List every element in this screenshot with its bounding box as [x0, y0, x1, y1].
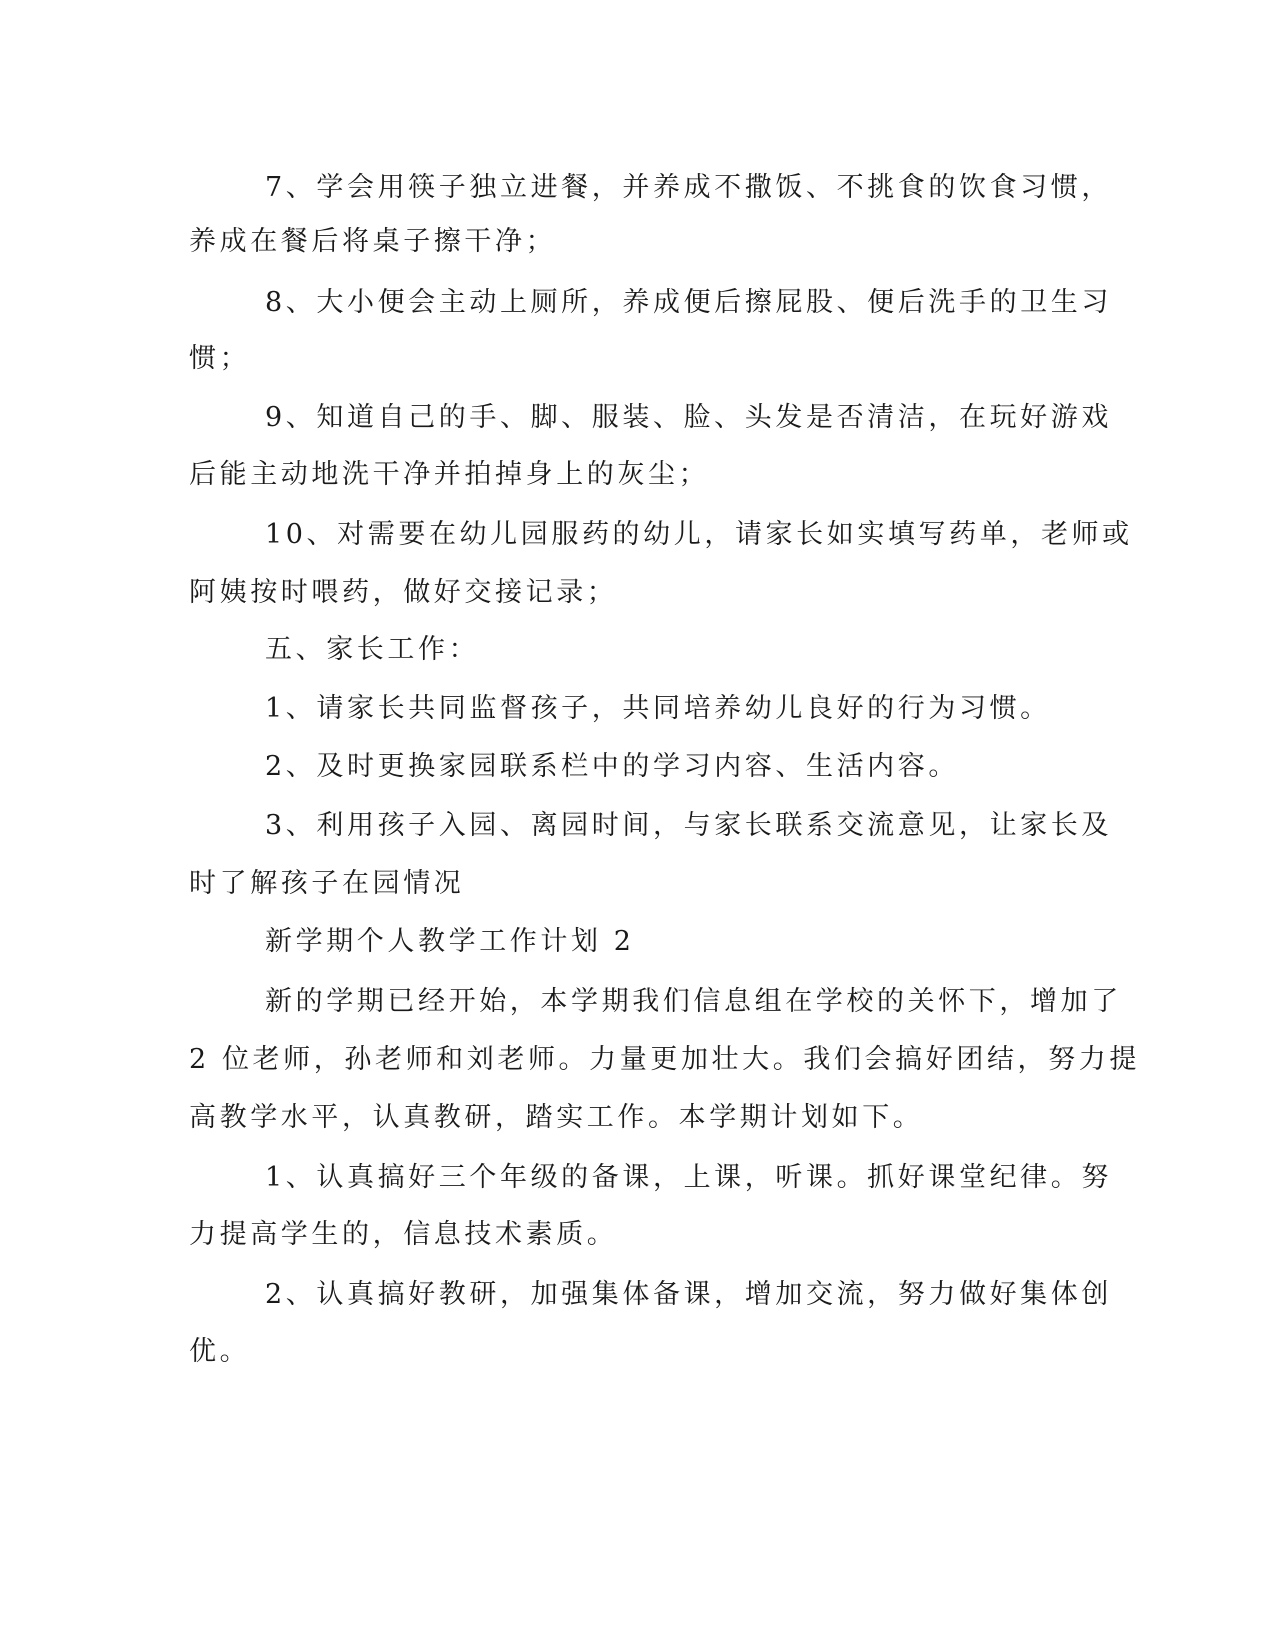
text-line: 养成在餐后将桌子擦干净； [189, 226, 557, 257]
text-line: 力提高学生的，信息技术素质。 [189, 1219, 618, 1250]
text-line: 3、利用孩子入园、离园时间，与家长联系交流意见，让家长及 [265, 810, 1112, 841]
section-heading: 五、家长工作： [265, 634, 480, 665]
text-line: 时了解孩子在园情况 [189, 868, 465, 899]
text-line: 新的学期已经开始，本学期我们信息组在学校的关怀下，增加了 [265, 986, 1122, 1017]
text-line: 1、认真搞好三个年级的备课，上课，听课。抓好课堂纪律。努 [265, 1162, 1112, 1193]
text-line: 2 位老师，孙老师和刘老师。力量更加壮大。我们会搞好团结，努力提 [189, 1044, 1140, 1075]
text-line: 7、学会用筷子独立进餐，并养成不撒饭、不挑食的饮食习惯， [265, 172, 1112, 203]
text-line: 高教学水平，认真教研，踏实工作。本学期计划如下。 [189, 1102, 924, 1133]
text-line: 2、及时更换家园联系栏中的学习内容、生活内容。 [265, 751, 959, 782]
text-line: 惯； [189, 343, 251, 374]
text-line: 10、对需要在幼儿园服药的幼儿，请家长如实填写药单，老师或 [265, 519, 1133, 550]
text-line: 后能主动地洗干净并拍掉身上的灰尘； [189, 459, 710, 490]
text-line: 优。 [189, 1336, 251, 1367]
text-line: 2、认真搞好教研，加强集体备课，增加交流，努力做好集体创 [265, 1279, 1112, 1310]
subtitle-line: 新学期个人教学工作计划 2 [265, 926, 635, 957]
text-line: 阿姨按时喂药，做好交接记录； [189, 577, 618, 608]
text-line: 1、请家长共同监督孩子，共同培养幼儿良好的行为习惯。 [265, 693, 1051, 724]
text-line: 9、知道自己的手、脚、服装、脸、头发是否清洁，在玩好游戏 [265, 402, 1112, 433]
text-line: 8、大小便会主动上厕所，养成便后擦屁股、便后洗手的卫生习 [265, 287, 1112, 318]
